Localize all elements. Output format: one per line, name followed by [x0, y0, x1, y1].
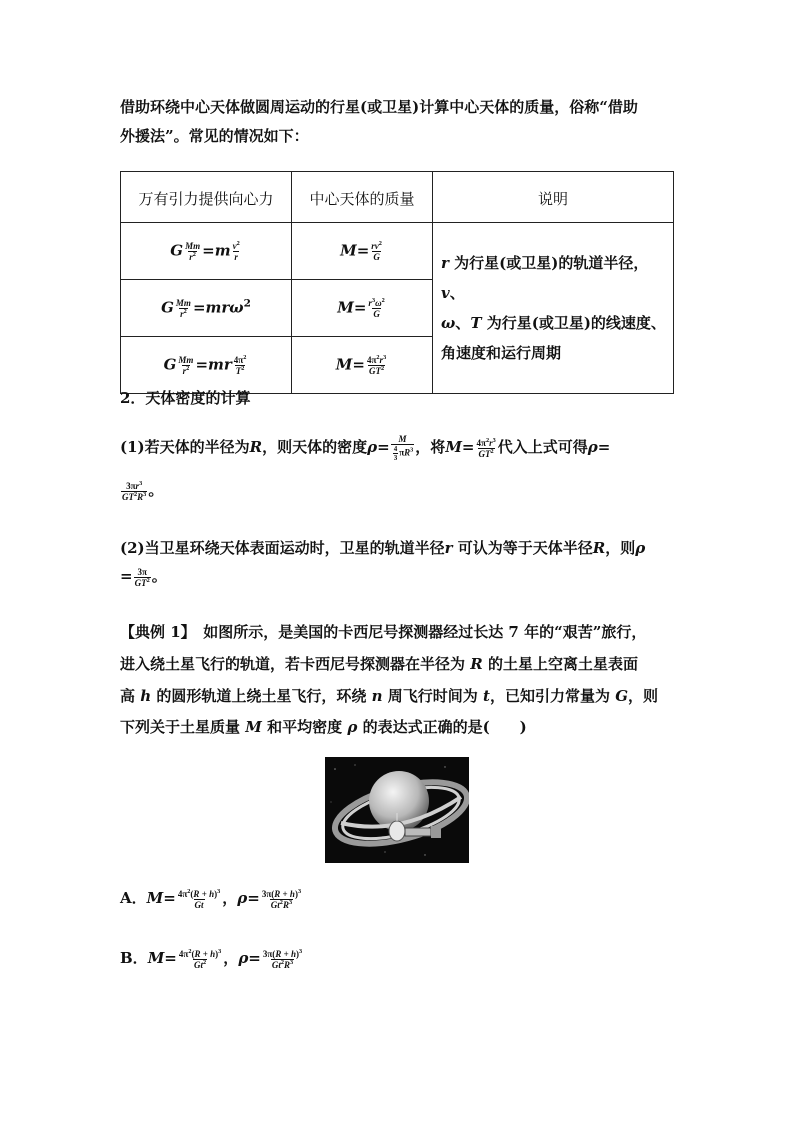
table-description: r 为行星(或卫星)的轨道半径，v、 ω、T 为行星(或卫星)的线速度、 角速度和运行周期: [433, 223, 674, 394]
example-line-2: 进入绕土星飞行的轨道，若卡西尼号探测器在半径为 R 的土星上空离土星表面: [120, 655, 638, 673]
intro-line-2: 外援法”。常见的情况如下：: [120, 127, 309, 145]
example-line-3: 高 h 的圆形轨道上绕土星飞行，环绕 n 周飞行时间为 t，已知引力常量为 G，则: [120, 687, 659, 705]
example-tag: 【典例 1】: [120, 623, 189, 641]
table-row: [121, 223, 674, 280]
header-mass: 中心天体的质量: [292, 172, 433, 223]
formula-gravity-velocity: G $\frac{Mm}{r^2}$ =m $\frac{v^2}{r}$: [121, 223, 292, 280]
density-paragraph-2: (2)当卫星环绕天体表面运动时，卫星的轨道半径r 可认为等于天体半径R，则ρ: [120, 539, 646, 557]
density-result-2: = $\frac{3\pi}{GT^2}$ 。: [120, 566, 167, 588]
example-line-1: 【典例 1】 如图所示，是美国的卡西尼号探测器经过长达 7 年的“艰苦”旅行，: [120, 623, 647, 641]
option-a[interactable]: A．M= $\frac{4\pi^2(R + h)^3}{Gt}$ ，ρ= $\frac{3\pi(R + h)^3}{Gt^2R^3}$: [120, 887, 302, 910]
example-line-4: 下列关于土星质量 M 和平均密度 ρ 的表达式正确的是( ): [120, 718, 527, 736]
header-gravity: 万有引力提供向心力: [121, 172, 292, 223]
intro-line-1: 借助环绕中心天体做圆周运动的行星(或卫星)计算中心天体的质量，俗称“借助: [120, 98, 638, 116]
saturn-cassini-image: [325, 757, 469, 863]
formula-mass-omega: M= $\frac{r^3\omega^2}{G}$: [292, 280, 433, 337]
section-heading: 2．天体密度的计算: [120, 389, 251, 407]
formula-mass-period: M= $\frac{4\pi^2r^3}{GT^2}$: [292, 337, 433, 394]
table-header-row: [121, 172, 674, 223]
density-paragraph-1: (1)若天体的半径为R，则天体的密度ρ= M $\frac{4}{3}$ $\pi R^3$ ，将M= $\frac{4\pi^2r^3}{GT^2}$ 代入上式可得ρ=: [120, 434, 611, 462]
formula-gravity-period: G $\frac{Mm}{r^2}$ =mr $\frac{4\pi^2}{T^2}$: [121, 337, 292, 394]
formula-mass-velocity: M= $\frac{rv^2}{G}$: [292, 223, 433, 280]
formula-gravity-omega: G $\frac{Mm}{r^2}$ =mrω$^2$: [121, 280, 292, 337]
option-b[interactable]: B．M= $\frac{4\pi^2(R + h)^3}{Gt^2}$ ，ρ= $\frac{3\pi(R + h)^3}{Gt^2R^3}$: [120, 947, 303, 970]
density-result-1: $\frac{3\pi r^3}{GT^2R^3}$ 。: [122, 479, 164, 502]
header-note: 说明: [433, 172, 674, 223]
mass-table: [120, 171, 674, 394]
